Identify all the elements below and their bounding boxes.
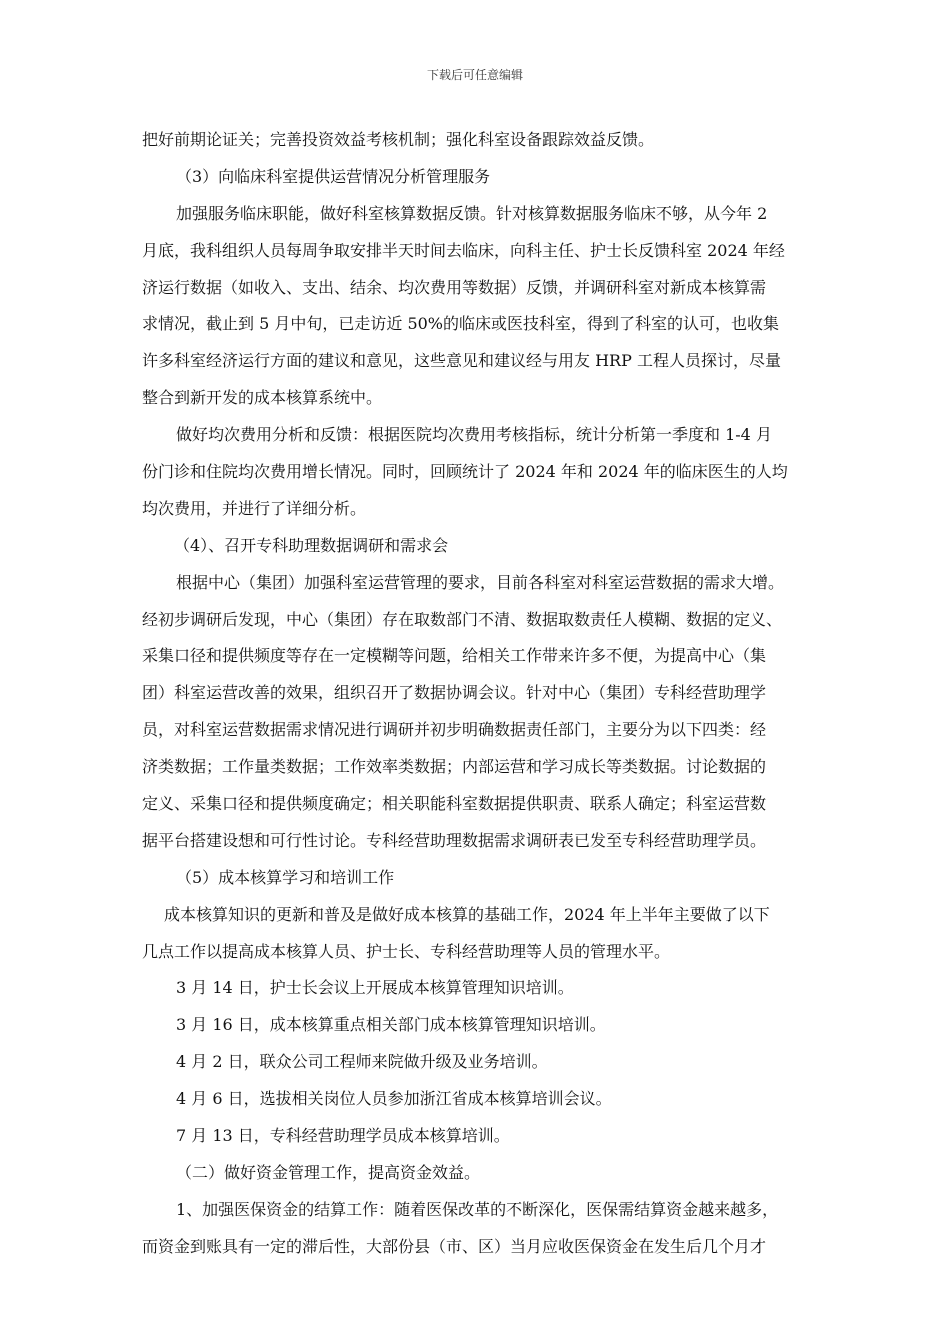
text-line: 而资金到账具有一定的滞后性，大部份县（市、区）当月应收医保资金在发生后几个月才 <box>142 1236 767 1256</box>
document-body <box>142 122 827 1266</box>
text-line: 3 月 14 日，护士长会议上开展成本核算管理知识培训。 <box>176 978 574 998</box>
text-line: 济运行数据（如收入、支出、结余、均次费用等数据）反馈，并调研科室对新成本核算需 <box>142 277 767 297</box>
text-line: 据平台搭建设想和可行性讨论。专科经营助理数据需求调研表已发至专科经营助理学员。 <box>142 830 767 850</box>
text-line: 7 月 13 日，专科经营助理学员成本核算培训。 <box>176 1126 510 1146</box>
text-line: 团）科室运营改善的效果，组织召开了数据协调会议。针对中心（集团）专科经营助理学 <box>142 683 767 703</box>
text-line: 均次费用，并进行了详细分析。 <box>142 498 367 518</box>
text-line: 采集口径和提供频度等存在一定模糊等问题，给相关工作带来许多不便，为提高中心（集 <box>142 646 767 666</box>
text-line: 根据中心（集团）加强科室运营管理的要求，目前各科室对科室运营数据的需求大增。 <box>176 572 785 592</box>
text-line: （5）成本核算学习和培训工作 <box>176 867 395 887</box>
text-line: 4 月 6 日，选拔相关岗位人员参加浙江省成本核算培训会议。 <box>176 1089 612 1109</box>
text-line: 许多科室经济运行方面的建议和意见，这些意见和建议经与用友 HRP 工程人员探讨，尽量 <box>142 351 781 371</box>
text-line: （3）向临床科室提供运营情况分析管理服务 <box>176 166 491 186</box>
text-line: 成本核算知识的更新和普及是做好成本核算的基础工作，2024 年上半年主要做了以下 <box>164 904 770 924</box>
text-line: 3 月 16 日，成本核算重点相关部门成本核算管理知识培训。 <box>176 1015 606 1035</box>
text-line: 做好均次费用分析和反馈：根据医院均次费用考核指标，统计分析第一季度和 1-4 月 <box>176 425 772 445</box>
text-line: 济类数据；工作量类数据；工作效率类数据；内部运营和学习成长等类数据。讨论数据的 <box>142 757 767 777</box>
text-line: 求情况，截止到 5 月中旬，已走访近 50%的临床或医技科室，得到了科室的认可，也收集 <box>142 314 780 334</box>
page-header: 下载后可任意编辑 <box>426 68 523 82</box>
text-line: 把好前期论证关；完善投资效益考核机制；强化科室设备跟踪效益反馈。 <box>142 130 655 149</box>
text-line: 经初步调研后发现，中心（集团）存在取数部门不清、数据取数责任人模糊、数据的定义、 <box>142 609 783 629</box>
text-line: 整合到新开发的成本核算系统中。 <box>142 388 383 408</box>
text-line: 份门诊和住院均次费用增长情况。同时，回顾统计了 2024 年和 2024 年的临床医生的人均 <box>142 462 788 482</box>
text-line: （4）、召开专科助理数据调研和需求会 <box>174 535 449 555</box>
text-line: 定义、采集口径和提供频度确定；相关职能科室数据提供职责、联系人确定；科室运营数 <box>142 794 767 814</box>
text-line: 月底，我科组织人员每周争取安排半天时间去临床，向科主任、护士长反馈科室 2024 年经 <box>142 240 785 260</box>
text-line: 1、加强医保资金的结算工作：随着医保改革的不断深化，医保需结算资金越来越多， <box>176 1199 779 1219</box>
text-line: 加强服务临床职能，做好科室核算数据反馈。针对核算数据服务临床不够，从今年 2 <box>176 203 768 223</box>
text-line: 几点工作以提高成本核算人员、护士长、专科经营助理等人员的管理水平。 <box>142 941 671 961</box>
text-line: 员，对科室运营数据需求情况进行调研并初步明确数据责任部门，主要分为以下四类：经 <box>142 720 767 740</box>
text-line: 4 月 2 日，联众公司工程师来院做升级及业务培训。 <box>176 1052 548 1072</box>
text-line: （二）做好资金管理工作，提高资金效益。 <box>176 1162 481 1182</box>
